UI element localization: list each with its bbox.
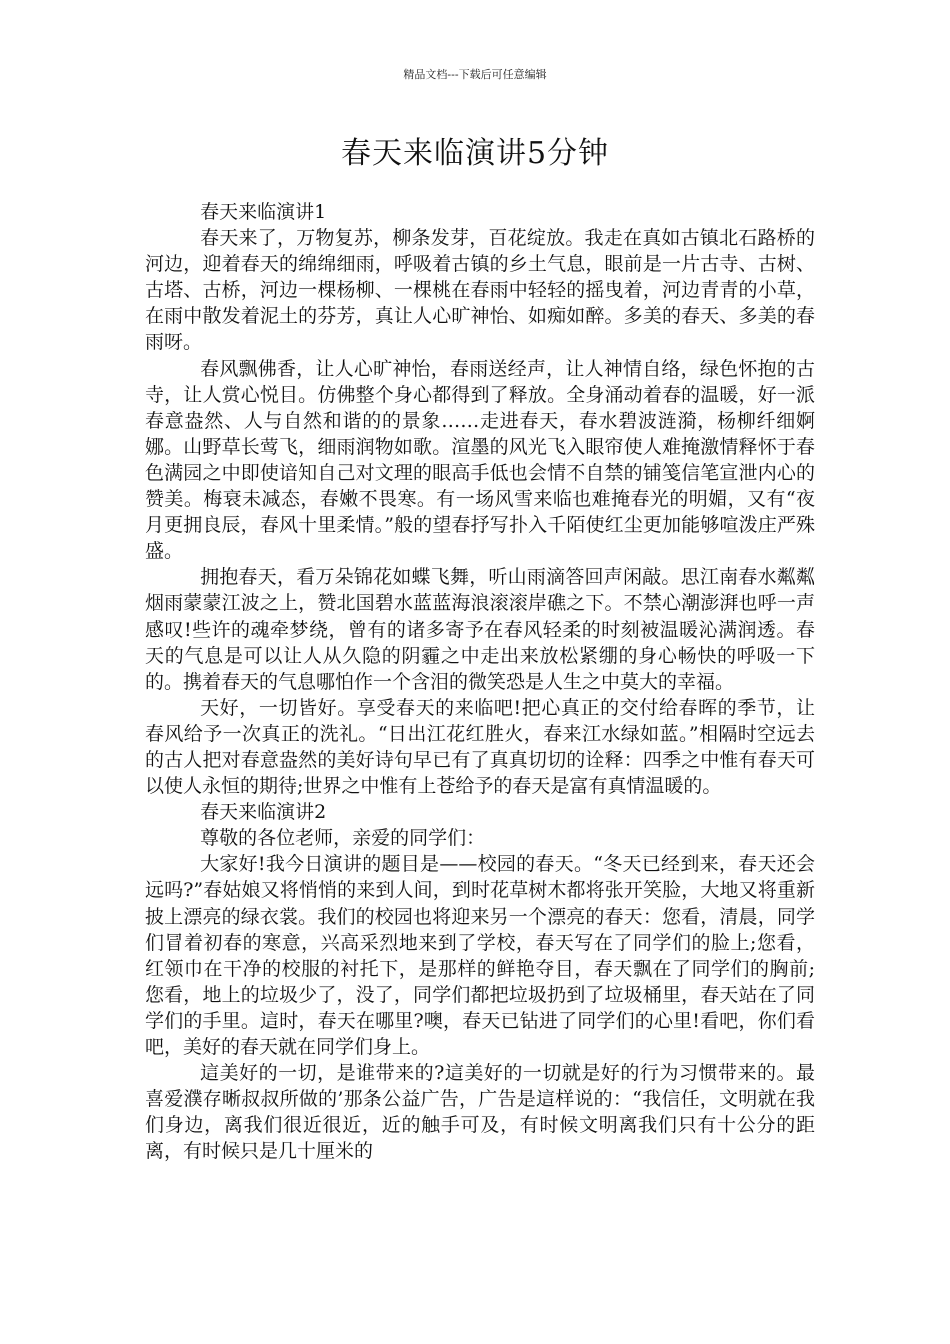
paragraph: 拥抱春天，看万朵锦花如蝶飞舞，听山雨滴答回声闲敲。思江南春水粼粼烟雨蒙蒙江波之上，赞北国碧水蓝蓝海浪滚滚岸礁之下。不禁心潮澎湃也呼一声感叹!些许的魂牵梦绕，曾有的诸多寄予在春风轻柔的时刻被温暖沁满润透。春天的气息是可以让人从久隐的阴霾之中走出来放松紧绷的身心畅快的呼吸一下的。携着春天的气息哪怕作一个含泪的微笑恐是人生之中莫大的幸福。	[145, 566, 815, 693]
paragraph: 春风飘佛香，让人心旷神怡，春雨送经声，让人神情自络，绿色怀抱的古寺，让人赏心悦目。仿佛整个身心都得到了释放。全身涌动着春的温暖，好一派春意盎然、人与自然和谐的的景象……走进春天，春水碧波涟漪，杨柳纤细婀娜。山野草长莺飞，细雨润物如歌。渲墨的风光飞入眼帘使人难掩激情释怀于春色满园之中即使谙知自己对文理的眼高手低也会情不自禁的铺笺信笔宣泄内心的赞美。梅衰未减态，春嫩不畏寒。有一场风雪来临也难掩春光的明媚，又有“夜月更拥良辰，春风十里柔情。”般的望春抒写扑入千陌使红尘更加能够喧泼庄严殊盛。	[145, 357, 815, 563]
paragraph: 大家好!我今日演讲的题目是——校园的春天。“冬天已经到来，春天还会远吗?”春姑娘又将悄悄的来到人间，到时花草树木都将张开笑脸，大地又将重新披上漂亮的绿衣裳。我们的校园也将迎来另一个漂亮的春天：您看，清晨，同学们冒着初春的寒意，兴高采烈地来到了学校，春天写在了同学们的脸上;您看，红领巾在干净的校服的衬托下，是那样的鲜艳夺目，春天飘在了同学们的胸前;您看，地上的垃圾少了，没了，同学们都把垃圾扔到了垃圾桶里，春天站在了同学们的手里。這时，春天在哪里?噢，春天已钻进了同学们的心里!看吧，你们看吧，美好的春天就在同学们身上。	[145, 853, 815, 1058]
paragraph: 這美好的一切，是谁带来的?這美好的一切就是好的行为习惯带来的。最喜爱濮存晰叔叔所做的’那条公益广告，广告是這样说的：“我信任，文明就在我们身边，离我们很近很近，近的触手可及，有时候文明离我们只有十公分的距离，有时候只是几十厘米的	[145, 1062, 815, 1163]
header-note: 精品文档---下载后可任意编辑	[403, 68, 547, 81]
paragraph: 天好，一切皆好。享受春天的来临吧!把心真正的交付给春晖的季节，让春风给予一次真正的洗礼。“日出江花红胜火，春来江水绿如蓝。”相隔时空远去的古人把对春意盎然的美好诗句早已有了真真切切的诠释：四季之中惟有春天可以使人永恒的期待;世界之中惟有上苍给予的春天是富有真情温暖的。	[145, 696, 815, 798]
paragraph: 春天来了，万物复苏，柳条发芽，百花绽放。我走在真如古镇北石路桥的河边，迎着春天的绵绵细雨，呼吸着古镇的乡土气息，眼前是一片古寺、古树、古塔、古桥，河边一棵杨柳、一棵桃在春雨中轻轻的摇曳着，河边青青的小草，在雨中散发着泥土的芬芳，真让人心旷神怡、如痴如醉。多美的春天、多美的春雨呀。	[145, 227, 815, 354]
section-heading-1: 春天来临演讲1	[200, 201, 327, 223]
document-title: 春天来临演讲5分钟	[340, 136, 610, 171]
document-body	[145, 199, 815, 1164]
salutation: 尊敬的各位老师，亲爱的同学们：	[200, 827, 486, 850]
section-heading-2: 春天来临演讲2	[200, 801, 327, 824]
